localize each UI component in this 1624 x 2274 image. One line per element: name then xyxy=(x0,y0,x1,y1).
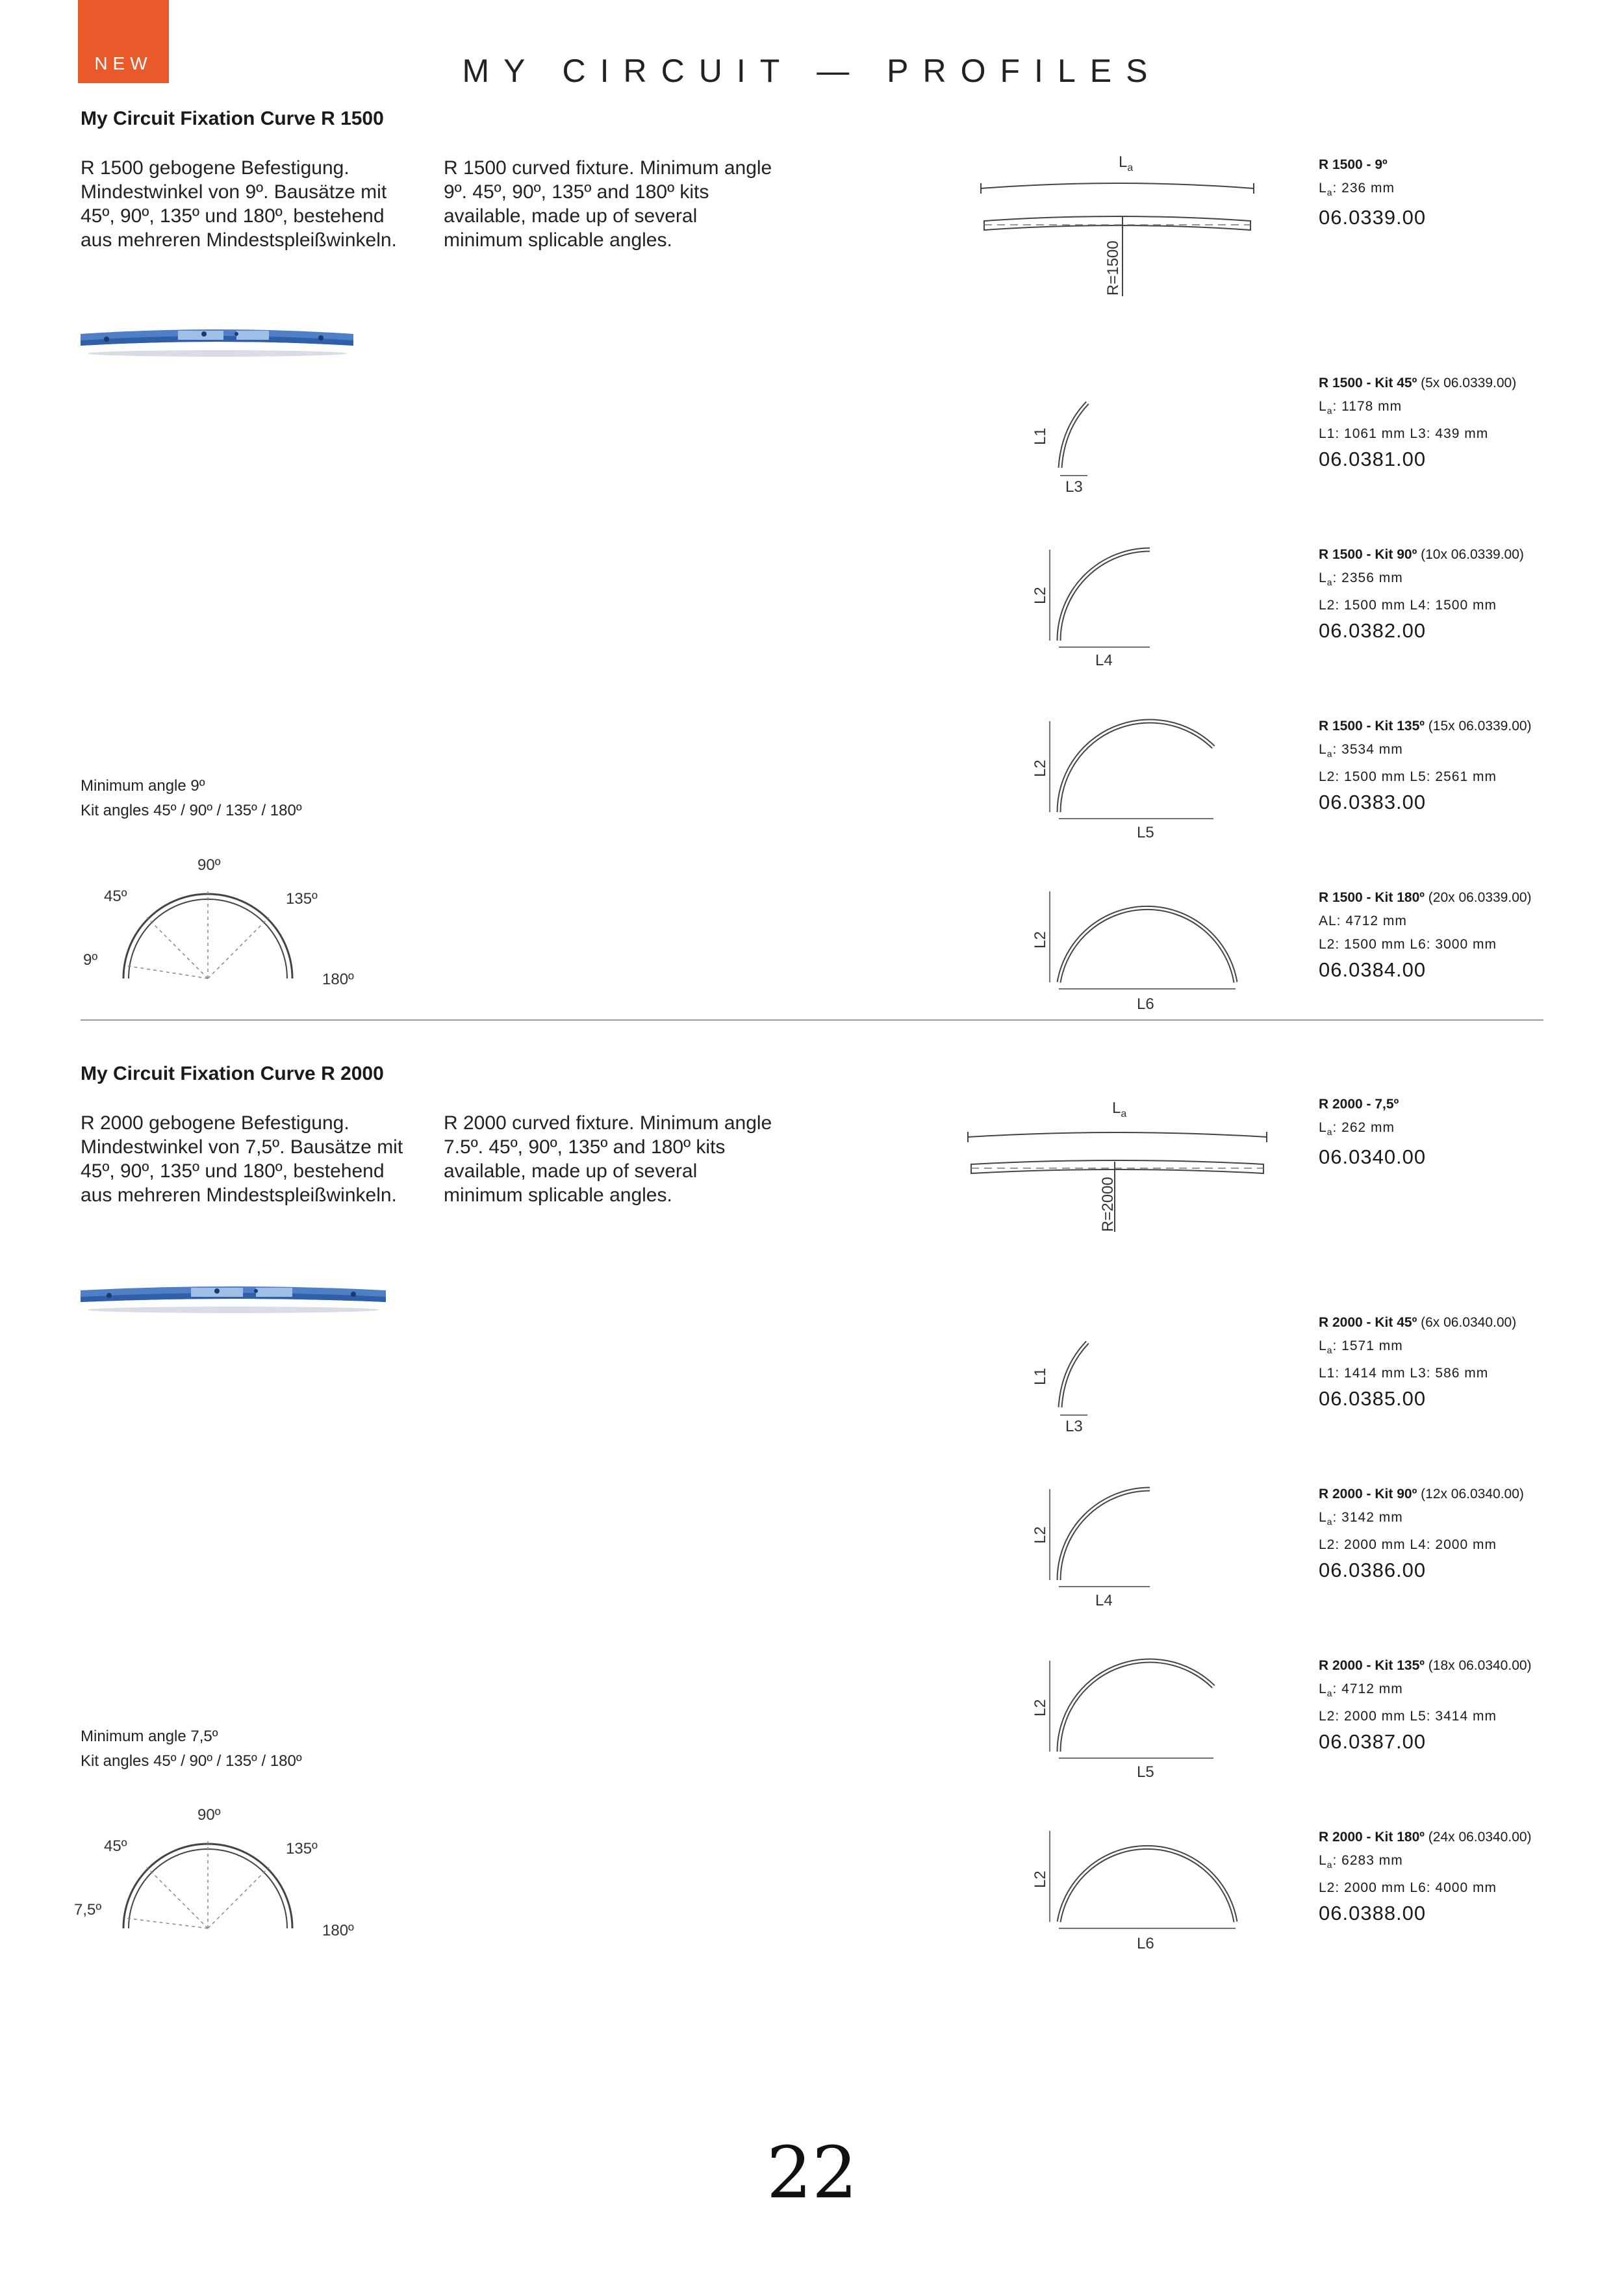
angle-label-90-r2000: 90º xyxy=(197,1806,221,1824)
dim-l5-kit135-r1500: L5 xyxy=(1137,824,1154,841)
piece-drawing-r2000 xyxy=(968,1105,1267,1234)
section-divider xyxy=(81,1019,1543,1021)
angle-label-45-r2000: 45º xyxy=(104,1837,127,1855)
dim-l6-kit180-r2000: L6 xyxy=(1137,1935,1154,1952)
angle-label-min: 9º xyxy=(83,951,98,969)
min-angle-r2000: Minimum angle 7,5º xyxy=(81,1728,218,1745)
angle-diagram-r1500 xyxy=(117,881,305,985)
angle-label-180-r2000: 180º xyxy=(322,1922,354,1939)
dim-l2-kit90-r2000: L2 xyxy=(1032,1526,1049,1544)
min-angle-r1500: Minimum angle 9º xyxy=(81,777,205,795)
spec-r1500-kit45: R 1500 - Kit 45º (5x 06.0339.00) $L_a$: 1178 mm L1: 1061 mm L3: 439 mm 06.0381.00 xyxy=(1319,376,1517,471)
dim-l4-kit90-r2000: L4 xyxy=(1095,1592,1113,1609)
kit180-drawing-r2000 xyxy=(1056,1831,1238,1922)
dim-l5-kit135-r2000: L5 xyxy=(1137,1763,1154,1781)
spec-r1500-kit180: R 1500 - Kit 180º (20x 06.0339.00) AL: 4712 mm L2: 1500 mm L6: 3000 mm 06.0384.00 xyxy=(1319,890,1532,981)
kit90-drawing-r2000 xyxy=(1056,1489,1154,1580)
angle-diagram-r2000 xyxy=(117,1831,305,1935)
kit180-drawing-r1500 xyxy=(1056,891,1238,982)
kit45-drawing-r1500 xyxy=(1059,403,1091,468)
spec-r2000-kit90: R 2000 - Kit 90º (12x 06.0340.00) $L_a$: 3142 mm L2: 2000 mm L4: 2000 mm 06.0386.00 xyxy=(1319,1487,1524,1582)
description-de-r1500: R 1500 gebogene Befestigung. Mindestwinkel von 9º. Bausätze mit 45º, 90º, 135º und 180º, bestehend aus mehreren Mindestspleißwinkeln. xyxy=(81,157,397,251)
spec-r1500-9: R 1500 - 9º $L_a$: 236 mm 06.0339.00 xyxy=(1319,157,1427,229)
kit135-drawing-r1500 xyxy=(1056,721,1216,812)
kit135-drawing-r2000 xyxy=(1056,1661,1216,1752)
page-title: MY CIRCUIT — PROFILES xyxy=(462,53,1162,89)
spec-r2000-kit135: R 2000 - Kit 135º (18x 06.0340.00) $L_a$: 4712 mm L2: 2000 mm L5: 3414 mm 06.0387.00 xyxy=(1319,1658,1532,1754)
la-label-r1500: $L_a$ xyxy=(1119,153,1134,173)
dim-l2-kit135-r1500: L2 xyxy=(1032,760,1049,777)
dim-l3-kit45-r2000: L3 xyxy=(1065,1418,1083,1435)
angle-label-135: 135º xyxy=(286,890,318,908)
kit45-drawing-r2000 xyxy=(1059,1342,1091,1407)
dim-l2-kit180-r1500: L2 xyxy=(1032,931,1049,949)
dim-l2-kit180-r2000: L2 xyxy=(1032,1871,1049,1888)
spec-r2000-kit180: R 2000 - Kit 180º (24x 06.0340.00) $L_a$: 6283 mm L2: 2000 mm L6: 4000 mm 06.0388.00 xyxy=(1319,1830,1532,1925)
angle-label-180: 180º xyxy=(322,971,354,988)
angle-label-min-r2000: 7,5º xyxy=(74,1901,102,1919)
radius-label-r1500: R=1500 xyxy=(1104,240,1122,296)
dim-l1-kit45-r2000: L1 xyxy=(1032,1368,1049,1385)
dim-l6-kit180-r1500: L6 xyxy=(1137,995,1154,1013)
page-number: 22 xyxy=(767,2131,857,2214)
kit-angles-r2000: Kit angles 45º / 90º / 135º / 180º xyxy=(81,1752,302,1770)
description-de-r2000: R 2000 gebogene Befestigung. Mindestwinkel von 7,5º. Bausätze mit 45º, 90º, 135º und 180º, bestehend aus mehreren Mindestspleißwinkeln. xyxy=(81,1112,403,1206)
la-label-r2000: $L_a$ xyxy=(1112,1099,1127,1119)
spec-r2000-7-5: R 2000 - 7,5º $L_a$: 262 mm 06.0340.00 xyxy=(1319,1097,1427,1169)
angle-label-45: 45º xyxy=(104,888,127,905)
new-badge: NEW xyxy=(78,0,169,83)
product-photo-r1500 xyxy=(81,325,353,357)
kit90-drawing-r1500 xyxy=(1056,550,1154,641)
section-title-r1500: My Circuit Fixation Curve R 1500 xyxy=(81,108,384,129)
dim-l1-kit45-r1500: L1 xyxy=(1032,428,1049,445)
angle-label-135-r2000: 135º xyxy=(286,1840,318,1858)
section-title-r2000: My Circuit Fixation Curve R 2000 xyxy=(81,1063,384,1084)
dim-l2-kit135-r2000: L2 xyxy=(1032,1699,1049,1717)
product-photo-r2000 xyxy=(81,1281,386,1314)
dim-l3-kit45-r1500: L3 xyxy=(1065,478,1083,496)
spec-r1500-kit135: R 1500 - Kit 135º (15x 06.0339.00) $L_a$: 3534 mm L2: 1500 mm L5: 2561 mm 06.0383.00 xyxy=(1319,719,1532,814)
kit-angles-r1500: Kit angles 45º / 90º / 135º / 180º xyxy=(81,802,302,819)
description-en-r2000: R 2000 curved fixture. Minimum angle 7.5º. 45º, 90º, 135º and 180º kits available, made up of several minimum splicable angles. xyxy=(444,1112,772,1206)
dim-l4-kit90-r1500: L4 xyxy=(1095,652,1113,669)
dim-l2-kit90-r1500: L2 xyxy=(1032,587,1049,604)
description-en-r1500: R 1500 curved fixture. Minimum angle 9º. 45º, 90º, 135º and 180º kits available, made up of several minimum splicable angles. xyxy=(444,157,772,251)
spec-r1500-kit90: R 1500 - Kit 90º (10x 06.0339.00) $L_a$: 2356 mm L2: 1500 mm L4: 1500 mm 06.0382.00 xyxy=(1319,547,1524,643)
angle-label-90: 90º xyxy=(197,856,221,874)
spec-r2000-kit45: R 2000 - Kit 45º (6x 06.0340.00) $L_a$: 1571 mm L1: 1414 mm L3: 586 mm 06.0385.00 xyxy=(1319,1315,1517,1411)
radius-label-r2000: R=2000 xyxy=(1099,1177,1117,1232)
